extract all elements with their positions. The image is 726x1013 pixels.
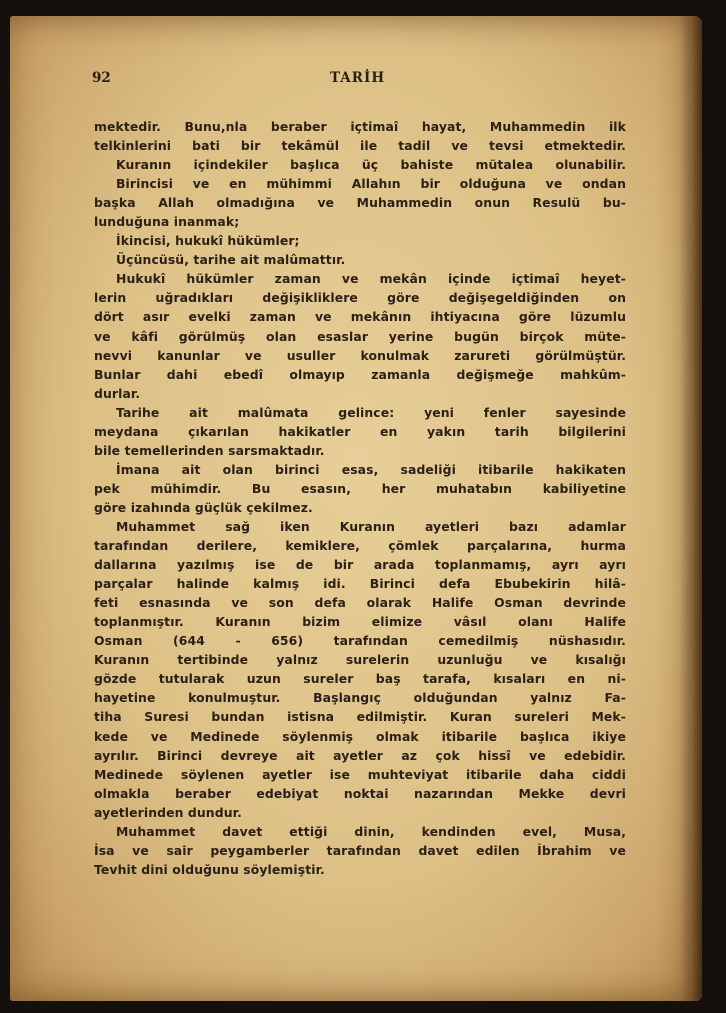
text-line: Tarihe ait malûmata gelince: yeni fenler sayesinde: [116, 404, 626, 420]
text-line: hayetine konulmuştur. Başlangıç olduğundan yalnız Fa-: [94, 690, 626, 706]
text-line: lerin uğradıkları değişikliklere göre değişegeldiğinden on: [94, 290, 626, 306]
body-text: [94, 117, 626, 879]
text-line: telkinlerini bati bir tekâmül ile tadil ve tevsi etmektedir.: [94, 138, 626, 154]
text-line: ve kâfi görülmüş olan esaslar yerine bugün birçok müte-: [94, 328, 626, 344]
text-line: başka Allah olmadığına ve Muhammedin onun Resulü bu-: [94, 195, 626, 211]
text-line: kede ve Medinede söylenmiş olmak itibarile başlıca ikiye: [94, 728, 626, 744]
text-line: İmana ait olan birinci esas, sadeliği itibarile hakikaten: [116, 461, 626, 477]
text-line: mektedir. Bunu,nla beraber içtimaî hayat, Muhammedin ilk: [94, 119, 626, 134]
text-line: meydana çıkarılan hakikatler en yakın tarih bilgilerini: [94, 423, 626, 439]
running-title: TARİH: [330, 70, 386, 86]
text-line: tarafından derilere, kemiklere, çömlek parçalarına, hurma: [94, 538, 626, 554]
text-line: Bunlar dahi ebedî olmayıp zamanla değişmeğe mahkûm-: [94, 366, 626, 382]
page-number: 92: [92, 70, 111, 86]
text-line: Kuranın içindekiler başlıca üç bahiste mütalea olunabilir.: [116, 157, 626, 173]
text-line: gözde tutularak uzun sureler baş tarafa, kısaları en ni-: [94, 671, 626, 687]
text-line: dört asır evelki zaman ve mekânın ihtiyacına göre lüzumlu: [94, 309, 626, 325]
text-line: Birincisi ve en mühimmi Allahın bir olduğuna ve ondan: [116, 176, 626, 192]
text-line: dallarına yazılmış ise de bir arada toplanmamış, ayrı ayrı: [94, 557, 626, 573]
text-line: tiha Suresi bundan istisna edilmiştir. Kuran sureleri Mek-: [94, 709, 626, 725]
text-line: Muhammet sağ iken Kuranın ayetleri bazı adamlar: [116, 518, 626, 534]
text-line: ayrılır. Birinci devreye ait ayetler az çok hissî ve edebidir.: [94, 747, 626, 763]
text-line: feti esnasında ve son defa olarak Halife Osman devrinde: [94, 595, 626, 611]
text-line: Hukukî hükümler zaman ve mekân içinde içtimaî heyet-: [116, 271, 626, 287]
text-line: nevvi kanunlar ve usuller konulmak zarureti görülmüştür.: [94, 347, 626, 363]
text-line: İkincisi, hukukî hükümler;: [116, 233, 300, 249]
text-line: durlar.: [94, 385, 141, 401]
text-line: Üçüncüsü, tarihe ait malûmattır.: [116, 252, 346, 268]
text-line: ayetlerinden dundur.: [94, 804, 242, 820]
text-line: olmakla beraber edebiyat noktai nazarından Mekke devri: [94, 785, 626, 801]
text-line: pek mühimdir. Bu esasın, her muhatabın kabiliyetine: [94, 480, 626, 496]
text-line: İsa ve sair peygamberler tarafından davet edilen İbrahim ve: [94, 842, 626, 858]
text-line: bile temellerinden sarsmaktadır.: [94, 442, 325, 458]
running-head: [92, 70, 612, 94]
text-line: toplanmıştır. Kuranın bizim elimize vâsıl olanı Halife: [94, 614, 626, 630]
text-line: Osman (644 - 656) tarafından cemedilmiş nüshasıdır.: [94, 633, 626, 649]
text-line: Kuranın tertibinde yalnız surelerin uzunluğu ve kısalığı: [94, 652, 626, 668]
text-line: Muhammet davet ettiği dinin, kendinden evel, Musa,: [116, 823, 626, 839]
text-line: Medinede söylenen ayetler ise muhteviyat itibarile daha ciddi: [94, 766, 626, 782]
text-line: lunduğuna inanmak;: [94, 214, 240, 230]
text-line: göre izahında güçlük çekilmez.: [94, 499, 313, 515]
page-spine-shadow: [680, 16, 702, 1001]
text-line: Tevhit dini olduğunu söylemiştir.: [94, 861, 325, 877]
text-line: parçalar halinde kalmış idi. Birinci defa Ebubekirin hilâ-: [94, 576, 626, 592]
